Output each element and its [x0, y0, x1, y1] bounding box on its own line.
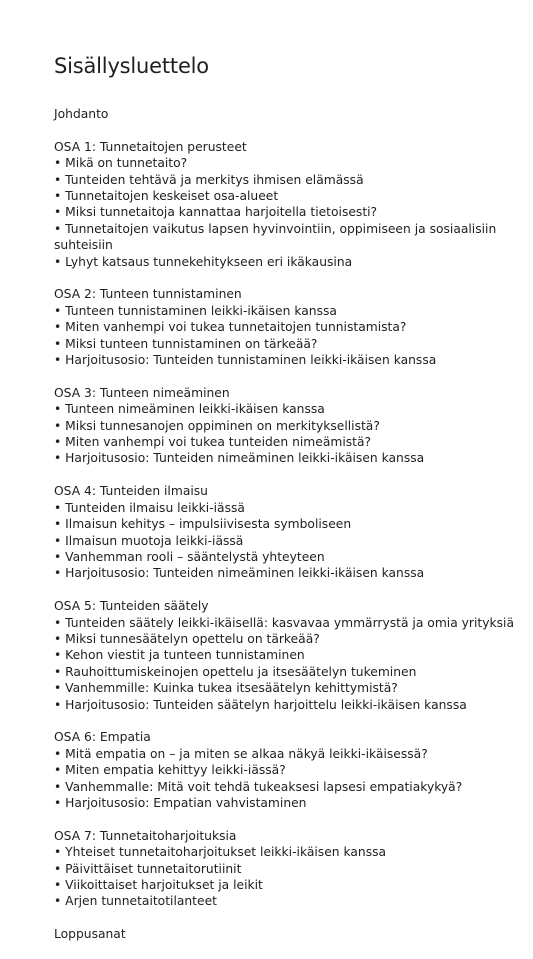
toc-list-item: • Tunteiden tehtävä ja merkitys ihmisen elämässä [54, 172, 364, 187]
toc-list-item: • Tunnetaitojen keskeiset osa-alueet [54, 189, 279, 204]
toc-list-item: • Miksi tunnetaitoja kannattaa harjoitella tietoisesti? [54, 205, 378, 220]
toc-list-item: • Päivittäiset tunnetaitorutiinit [54, 861, 242, 876]
toc-list-item: • Harjoitusosio: Tunteiden tunnistaminen leikki-ikäisen kanssa [54, 353, 437, 368]
toc-section-heading: OSA 1: Tunnetaitojen perusteet [54, 139, 247, 154]
toc-list-item: • Ilmaisun kehitys – impulsiivisesta symboliseen [54, 517, 352, 532]
toc-list-item: • Harjoitusosio: Empatian vahvistaminen [54, 795, 307, 810]
toc-list-item: • Ilmaisun muotoja leikki-iässä [54, 533, 244, 548]
toc-list-item: • Rauhoittumiskeinojen opettelu ja itsesäätelyn tukeminen [54, 664, 417, 679]
toc-list-item: • Vanhemman rooli – sääntelystä yhteyteen [54, 549, 325, 564]
toc-list-item: • Mitä empatia on – ja miten se alkaa näkyä leikki-ikäisessä? [54, 746, 428, 761]
toc-section-heading: OSA 3: Tunteen nimeäminen [54, 385, 230, 400]
toc-list-item: • Kehon viestit ja tunteen tunnistaminen [54, 648, 305, 663]
toc-list-item: • Tunteen tunnistaminen leikki-ikäisen kanssa [54, 303, 337, 318]
toc-list-item: • Mikä on tunnetaito? [54, 156, 188, 171]
toc-list-item: • Miksi tunteen tunnistaminen on tärkeää? [54, 336, 318, 351]
page-title: Sisällysluettelo [54, 54, 209, 78]
toc-list-item: • Viikoittaiset harjoitukset ja leikit [54, 877, 263, 892]
toc-section-heading: OSA 6: Empatia [54, 730, 151, 745]
toc-section-heading: OSA 7: Tunnetaitoharjoituksia [54, 828, 237, 843]
toc-list-item: • Harjoitusosio: Tunteiden nimeäminen leikki-ikäisen kanssa [54, 566, 425, 581]
toc-section [54, 385, 514, 467]
toc-list-item: • Miten empatia kehittyy leikki-iässä? [54, 763, 286, 778]
toc-list-item: • Harjoitusosio: Tunteiden säätelyn harjoittelu leikki-ikäisen kanssa [54, 697, 467, 712]
toc-list-item: • Yhteiset tunnetaitoharjoitukset leikki-ikäisen kanssa [54, 845, 387, 860]
toc-intro: Johdanto [54, 107, 109, 121]
toc-list-item: • Tunteen nimeäminen leikki-ikäisen kanssa [54, 402, 325, 417]
toc-list-item: • Tunteiden ilmaisu leikki-iässä [54, 500, 245, 515]
table-of-contents [54, 106, 514, 943]
toc-list-item: • Tunnetaitojen vaikutus lapsen hyvinvointiin, oppimiseen ja sosiaalisiin suhteisiin [54, 221, 497, 253]
toc-list-item: • Vanhemmalle: Mitä voit tehdä tukeaksesi lapsesi empatiakykyä? [54, 779, 463, 794]
toc-section [54, 729, 514, 811]
toc-section-heading: OSA 5: Tunteiden säätely [54, 599, 209, 614]
toc-section [54, 286, 514, 368]
toc-list-item: • Harjoitusosio: Tunteiden nimeäminen leikki-ikäisen kanssa [54, 451, 425, 466]
toc-outro: Loppusanat [54, 927, 126, 942]
toc-list-item: • Lyhyt katsaus tunnekehitykseen eri ikäkausina [54, 254, 353, 269]
toc-section-heading: OSA 4: Tunteiden ilmaisu [54, 484, 208, 499]
toc-section [54, 139, 514, 270]
toc-outro-block [54, 926, 514, 942]
toc-section [54, 598, 514, 713]
toc-list-item: • Miten vanhempi voi tukea tunteiden nimeämistä? [54, 435, 372, 450]
toc-list-item: • Miksi tunnesäätelyn opettelu on tärkeää? [54, 631, 320, 646]
toc-list-item: • Tunteiden säätely leikki-ikäisellä: kasvavaa ymmärrystä ja omia yrityksiä [54, 615, 514, 630]
toc-section [54, 483, 514, 581]
toc-intro-block [54, 106, 514, 122]
toc-list-item: • Miksi tunnesanojen oppiminen on merkityksellistä? [54, 418, 380, 433]
toc-section-heading: OSA 2: Tunteen tunnistaminen [54, 287, 242, 302]
toc-list-item: • Vanhemmille: Kuinka tukea itsesäätelyn kehittymistä? [54, 681, 398, 696]
toc-section [54, 828, 514, 910]
document-page [54, 52, 514, 959]
toc-sections [54, 139, 514, 910]
toc-list-item: • Miten vanhempi voi tukea tunnetaitojen tunnistamista? [54, 320, 407, 335]
toc-list-item: • Arjen tunnetaitotilanteet [54, 894, 217, 909]
